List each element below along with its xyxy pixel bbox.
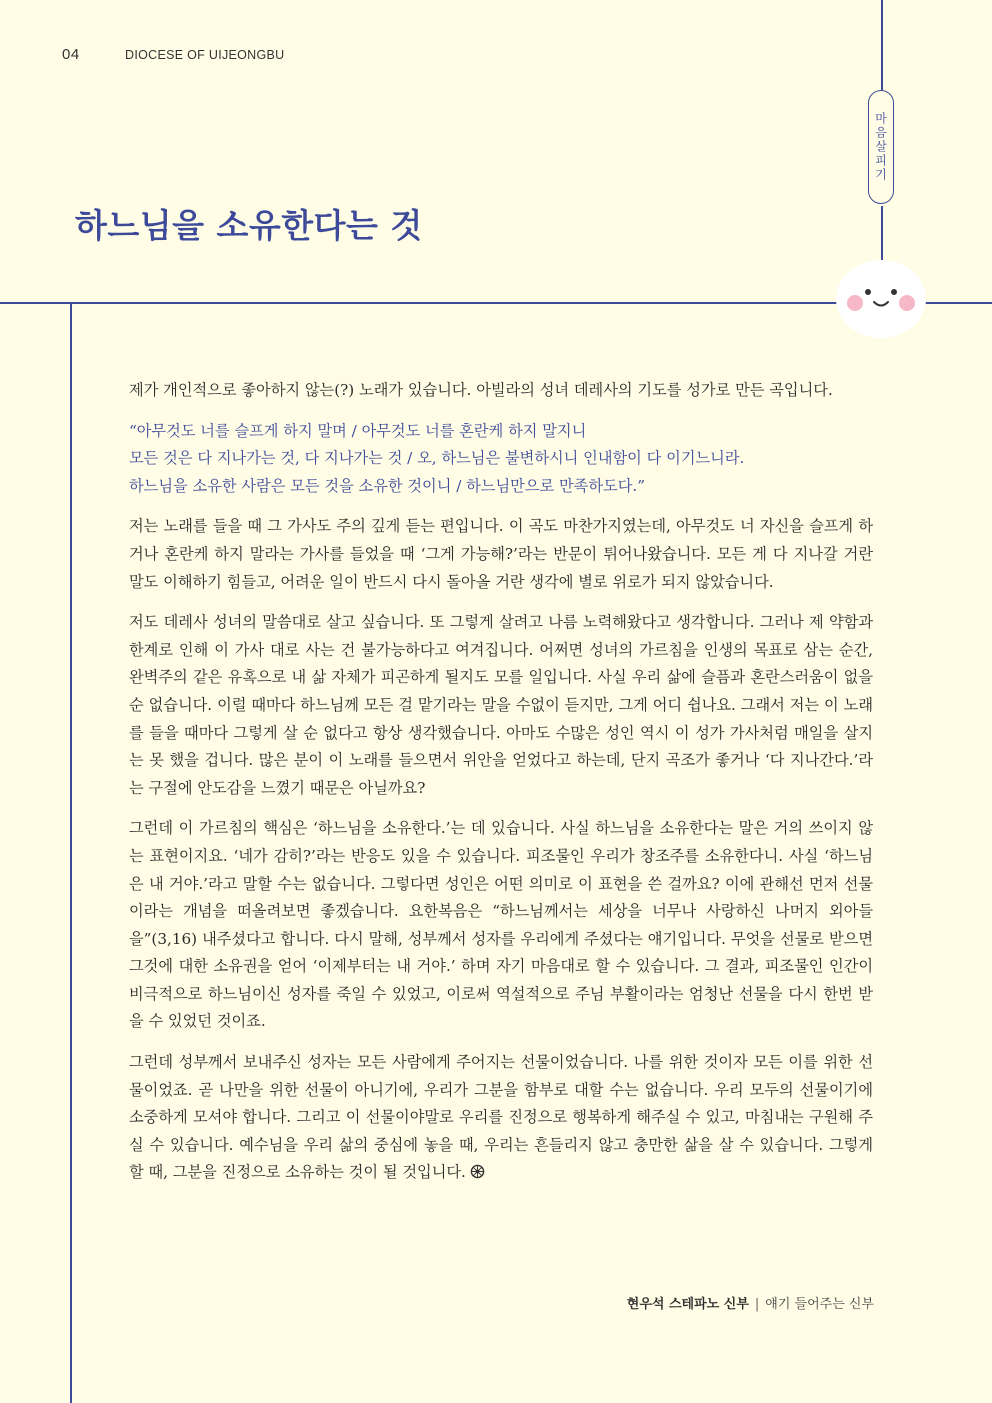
section-tab: [868, 90, 894, 204]
quote-line: 하느님을 소유한 사람은 모든 것을 소유한 것이니 / 하느님만으로 만족하도다.”: [129, 476, 645, 495]
body-paragraph: 저도 데레사 성녀의 말씀대로 살고 싶습니다. 또 그렇게 살려고 나름 노력해왔다고 생각합니다. 그러나 제 약함과 한계로 인해 이 가사 대로 사는 건 불가능하다고 여겨집니다. 어쩌면 성녀의 가르침을 인생의 목표로 삼는 순간, 완벽주의 같은 유혹으로 내 삶 자체가 피곤하게 될지도 모를 일입니다. 사실 우리 삶에 슬픔과 혼란스러움이 없을 순 없습니다. 이럴 때마다 하느님께 모든 걸 맡기라는 말을 수없이 듣지만, 그게 어디 쉽나요. 그래서 저는 이 노래를 들을 때마다 그렇게 살 순 없다고 항상 생각했습니다. 아마도 수많은 성인 역시 이 성가 가사처럼 매일을 살지는 못 했을 겁니다. 많은 분이 이 노래를 들으면서 위안을 얻었다고 하는데, 단지 곡조가 좋거나 ‘다 지나간다.’라는 구절에 안도감을 느꼈기 때문은 아닐까요?: [129, 613, 873, 797]
publication-title: DIOCESE OF UIJEONGBU: [125, 48, 285, 62]
body-paragraph-last: [129, 1049, 873, 1187]
section-tab-label: 마음살피기: [873, 112, 888, 182]
quote-line: 모든 것은 다 지나가는 것, 다 지나가는 것 / 오, 하느님은 불변하시니 인내함이 다 이기느니라.: [129, 449, 745, 468]
author-role: 얘기 들어주는 신부: [765, 1297, 874, 1312]
article-title: 하느님을 소유한다는 것: [75, 206, 423, 245]
byline-separator: |: [754, 1297, 760, 1312]
vertical-rule-mid: [881, 206, 883, 264]
body-paragraph-text: 그런데 성부께서 보내주신 성자는 모든 사람에게 주어지는 선물이었습니다. 나를 위한 것이자 모든 이를 위한 선물이었죠. 곧 나만을 위한 선물이 아니기에, 우리가 그분을 함부로 대할 수는 없습니다. 우리 모두의 선물이기에 소중하게 모셔야 합니다. 그리고 이 선물이야말로 우리를 진정으로 행복하게 해주실 수 있고, 마침내는 구원해 주실 수 있습니다. 예수님을 우리 삶의 중심에 놓을 때, 우리는 흔들리지 않고 충만한 삶을 살 수 있습니다. 그렇게 할 때, 그분을 진정으로 소유하는 것이 될 것입니다.: [129, 1053, 873, 1182]
author-name: 현우석 스테파노 신부: [626, 1297, 749, 1312]
vertical-rule-top: [881, 0, 883, 90]
author-byline: [627, 1293, 874, 1312]
vertical-rule-left: [70, 302, 72, 1403]
end-mark-icon: [470, 1164, 485, 1179]
body-paragraph: 저는 노래를 들을 때 그 가사도 주의 깊게 듣는 편입니다. 이 곡도 마찬가지였는데, 아무것도 너 자신을 슬프게 하거나 혼란케 하지 말라는 가사를 들었을 때 ‘그게 가능해?’라는 반문이 튀어나왔습니다. 모든 게 다 지나갈 거란 말도 이해하기 힘들고, 어려운 일이 반드시 다시 돌아올 거란 생각에 별로 위로가 되지 않았습니다.: [129, 517, 873, 591]
prayer-quote: [129, 418, 873, 501]
article-body: [129, 377, 873, 1200]
body-paragraph: 그런데 이 가르침의 핵심은 ‘하느님을 소유한다.’는 데 있습니다. 사실 하느님을 소유한다는 말은 거의 쓰이지 않는 표현이지요. ‘네가 감히?’라는 반응도 있을 수 있습니다. 피조물인 우리가 창조주를 소유한다니. 사실 ‘하느님은 내 거야.’라고 말할 수는 없습니다. 그렇다면 성인은 어떤 의미로 이 표현을 쓴 걸까요? 이에 관해선 먼저 선물이라는 개념을 떠올려보면 좋겠습니다. 요한복음은 “하느님께서는 세상을 너무나 사랑하신 나머지 외아들을”(3,16) 내주셨다고 합니다. 다시 말해, 성부께서 성자를 우리에게 주셨다는 얘기입니다. 무엇을 선물로 받으면 그것에 대한 소유권을 얻어 ‘이제부터는 내 거야.’ 하며 자기 마음대로 할 수 있습니다. 그 결과, 피조물인 인간이 비극적으로 하느님이신 성자를 죽일 수 있었고, 이로써 역설적으로 주님 부활이라는 엄청난 선물을 다시 한번 받을 수 있었던 것이죠.: [129, 819, 873, 1031]
page-number: 04: [62, 46, 80, 63]
smiling-face-icon: [835, 259, 927, 339]
quote-line: “아무것도 너를 슬프게 하지 말며 / 아무것도 너를 혼란케 하지 말지니: [129, 421, 587, 440]
intro-paragraph: 제가 개인적으로 좋아하지 않는(?) 노래가 있습니다. 아빌라의 성녀 데레사의 기도를 성가로 만든 곡입니다.: [129, 381, 833, 399]
